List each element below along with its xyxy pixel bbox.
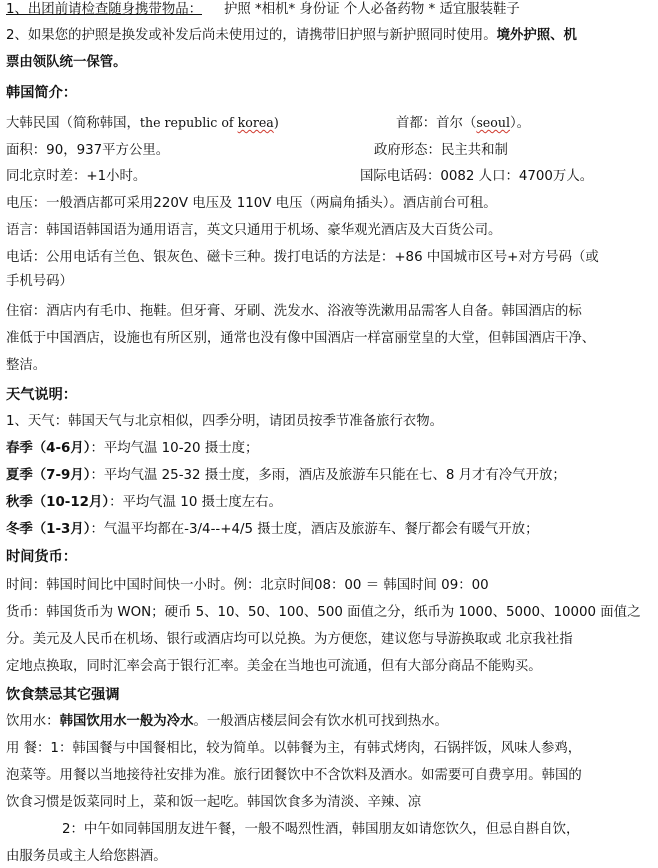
meal-line-1: 用 餐：1：韩国餐与中国餐相比，较为简单。以韩餐为主，有韩式烤肉，石锅拌饭，风味人参鸡， bbox=[6, 741, 582, 756]
passport-note-text: 2、如果您的护照是换发或补发后尚未使用过的，请携带旧护照与新护照同时使用。 bbox=[6, 28, 497, 43]
meal-line-2: 泡菜等。用餐以当地接待社安排为准。旅行团餐饮中不含饮料及酒水。如需要可自费享用。韩国的 bbox=[6, 768, 582, 783]
meal-line-5: 由服务员或主人给您斟酒。 bbox=[6, 849, 167, 864]
korea-phone-population: 国际电话码：0082 人口：4700万人。 bbox=[360, 169, 594, 184]
checklist-label: 1、出团前请检查随身携带物品： bbox=[6, 2, 202, 17]
korea-name-en: the republic of korea) bbox=[139, 115, 279, 130]
weather-intro: 1、天气：韩国天气与北京相似，四季分明，请团员按季节准备旅行衣物。 bbox=[6, 414, 444, 429]
passport-note-line-2: 票由领队统一保管。 bbox=[6, 55, 127, 70]
checklist-items: 护照 *相机* 身份证 个人必备药物 * 适宜服装鞋子 bbox=[224, 2, 520, 17]
korea-language: 语言：韩国语韩国语为通用语言，英文只通用于机场、豪华观光酒店及大百货公司。 bbox=[6, 223, 502, 238]
weather-winter: 冬季（1-3月）：气温平均都在-3/4--+4/5 摄士度，酒店及旅游车、餐厅都会有暖气开放； bbox=[6, 522, 539, 537]
korea-timediff: 同北京时差：+1小时。 bbox=[6, 169, 147, 184]
korea-lodging-line-3: 整洁。 bbox=[6, 358, 47, 373]
passport-note-line-1 bbox=[6, 26, 577, 46]
korea-area: 面积：90，937平方公里。 bbox=[6, 143, 170, 158]
currency-line-3: 定地点换取，同时汇率会高于银行汇率。美金在当地也可流通，但有大部分商品不能购买。 bbox=[6, 659, 542, 674]
korea-name-line bbox=[6, 113, 279, 134]
korea-lodging-line-2: 准低于中国酒店，设施也有所区别，通常也没有像中国酒店一样富丽堂皇的大堂，但韩国酒店干净、 bbox=[6, 331, 596, 346]
checklist-line-1 bbox=[6, 0, 520, 20]
timecurrency-heading: 时间货币： bbox=[6, 549, 77, 565]
korea-government: 政府形态：民主共和制 bbox=[374, 143, 508, 158]
meal-line-3: 饮食习惯是饭菜同时上，菜和饭一起吃。韩国饮食多为清淡、辛辣、凉 bbox=[6, 795, 422, 810]
weather-autumn: 秋季（10-12月）：平均气温 10 摄士度左右。 bbox=[6, 495, 282, 510]
passport-note-bold: 境外护照、机 bbox=[496, 28, 577, 43]
korea-capital: 首都：首尔（seoul）。 bbox=[396, 115, 531, 131]
korea-phone-line-2: 手机号码） bbox=[6, 274, 73, 289]
korea-lodging-line-1: 住宿：酒店内有毛巾、拖鞋。但牙膏、牙刷、洗发水、浴液等洗漱用品需客人自备。韩国酒店的标 bbox=[6, 304, 582, 319]
water-line: 饮用水：韩国饮用水一般为冷水。一般酒店楼层间会有饮水机可找到热水。 bbox=[6, 714, 448, 729]
meal-line-4: 2：中午如同韩国朋友进午餐，一般不喝烈性酒，韩国朋友如请您饮久，但忌自斟自饮， bbox=[62, 822, 580, 837]
korea-name-cn: 大韩民国（简称韩国， bbox=[6, 116, 140, 131]
korea-phone-line-1: 电话：公用电话有兰色、银灰色、磁卡三种。拨打电话的方法是：+86 中国城市区号+对方号码（或 bbox=[6, 250, 599, 265]
currency-line-2: 分。美元及人民币在机场、银行或酒店均可以兑换。为方便您，建议您与导游换取或 北京我社指 bbox=[6, 632, 573, 647]
korea-heading: 韩国简介： bbox=[6, 85, 77, 101]
weather-summer: 夏季（7-9月）：平均气温 25-32 摄士度，多雨，酒店及旅游车只能在七、8 月才有冷气开放； bbox=[6, 468, 566, 483]
weather-heading: 天气说明： bbox=[6, 387, 77, 403]
weather-spring: 春季（4-6月）：平均气温 10-20 摄士度； bbox=[6, 441, 259, 456]
currency-line-1: 货币：韩国货币为 WON；硬币 5、10、50、100、500 面值之分，纸币为 1000、5000、10000 面值之 bbox=[6, 605, 641, 620]
korea-voltage: 电压：一般酒店都可采用220V 电压及 110V 电压（两扁角插头）。酒店前台可租。 bbox=[6, 196, 497, 211]
food-heading: 饮食禁忌其它强调 bbox=[6, 687, 120, 703]
time-line: 时间：韩国时间比中国时间快一小时。例：北京时间08：00 ＝ 韩国时间 09：00 bbox=[6, 578, 489, 593]
